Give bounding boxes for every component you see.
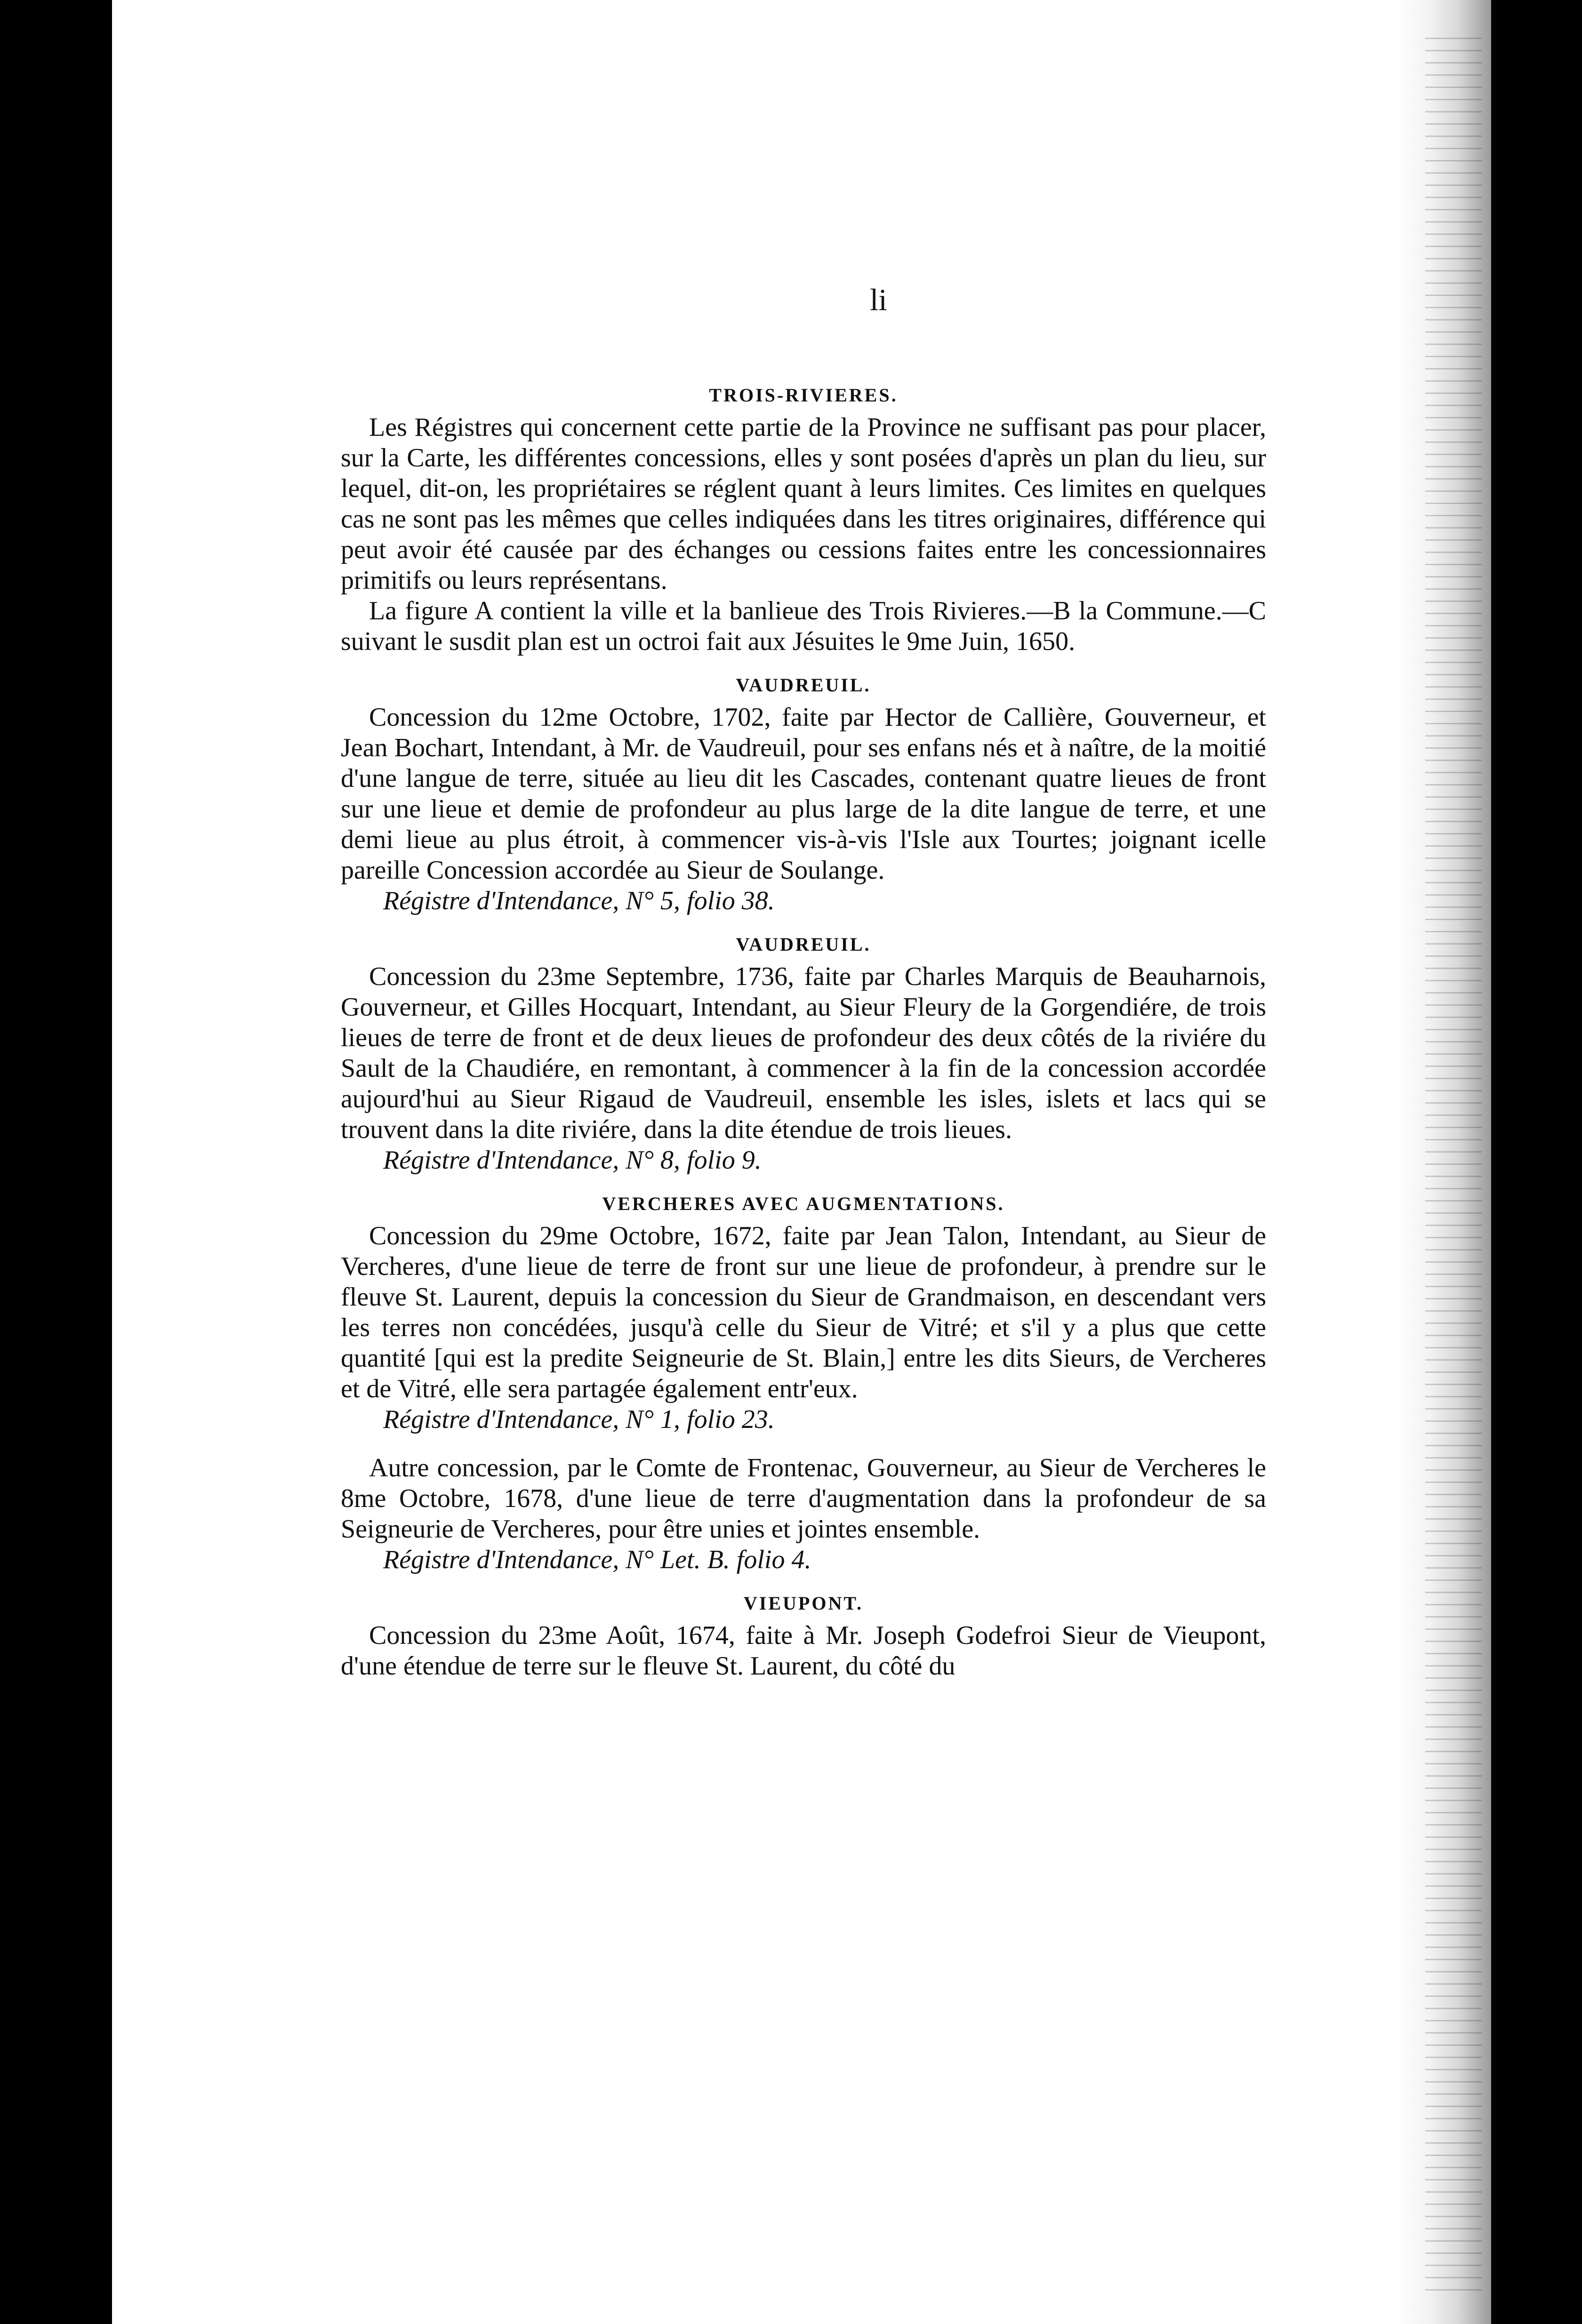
page-number: li (870, 283, 887, 317)
register-reference: Régistre d'Intendance, N° 1, folio 23. (383, 1405, 775, 1434)
register-reference: Régistre d'Intendance, N° 8, folio 9. (383, 1146, 762, 1175)
section-heading: VERCHERES AVEC AUGMENTATIONS. (602, 1193, 1005, 1214)
paragraph: Autre concession, par le Comte de Frontenac, Gouverneur, au Sieur de Vercheres le 8me Octobre, 1678, d'une lieue de terre d'augmentation dans la profondeur de sa Seigneurie de Vercheres, pour être unies et jointes ensemble. (341, 1453, 1266, 1544)
binding-marks (1425, 38, 1482, 2297)
paragraph: Concession du 23me Septembre, 1736, faite par Charles Marquis de Beauharnois, Gouverneur, et Gilles Hocquart, Intendant, au Sieur Fleury de la Gorgendiére, de trois lieues de terre de front et de deux lieues de profondeur des deux côtés de la riviére du Sault de la Chaudiére, en remontant, à commencer à la fin de la concession accordée aujourd'hui au Sieur Rigaud de Vaudreuil, ensemble les isles, islets et lacs qui se trouvent dans la dite riviére, dans la dite étendue de trois lieues. (341, 962, 1266, 1144)
register-reference: Régistre d'Intendance, N° Let. B. folio 4. (383, 1545, 811, 1574)
paragraph: Les Régistres qui concernent cette partie de la Province ne suffisant pas pour placer, sur la Carte, les différentes concessions, elles y sont posées d'après un plan du lieu, sur lequel, dit-on, les propriétaires se réglent quant à leurs limites. Ces limites en quelques cas ne sont pas les mêmes que celles indiquées dans les titres originaires, différence qui peut avoir été causée par des échanges ou cessions faites entre les concessionnaires primitifs ou leurs représentans. (341, 413, 1266, 595)
paragraph: Concession du 29me Octobre, 1672, faite par Jean Talon, Intendant, au Sieur de Vercheres, d'une lieue de terre de front sur une lieue de profondeur, à prendre sur le fleuve St. Laurent, depuis la concession du Sieur de Grandmaison, en descendant vers les terres non concédées, jusqu'à celle du Sieur de Vitré; et s'il y a plus que cette quantité [qui est la predite Seigneurie de St. Blain,] entre les dits Sieurs, de Vercheres et de Vitré, elle sera partagée également entr'eux. (341, 1221, 1266, 1403)
paragraph: Concession du 12me Octobre, 1702, faite par Hector de Callière, Gouverneur, et Jean Bochart, Intendant, à Mr. de Vaudreuil, pour ses enfans nés et à naître, de la moitié d'une langue de terre, située au lieu dit les Cascades, contenant quatre lieues de front sur une lieue et demie de profondeur au plus large de la dite langue de terre, et une demi lieue au plus étroit, à commencer vis-à-vis l'Isle aux Tourtes; joignant icelle pareille Concession accordée au Sieur de Soulange. (341, 703, 1266, 885)
page-content (341, 381, 1266, 1682)
section-heading: VAUDREUIL. (736, 934, 871, 955)
document-page (112, 0, 1491, 2324)
section-heading: VIEUPONT. (743, 1593, 864, 1614)
paragraph-gap (341, 1435, 1266, 1453)
register-reference: Régistre d'Intendance, N° 5, folio 38. (383, 886, 775, 915)
section-heading: TROIS-RIVIERES. (709, 385, 898, 406)
paragraph: Concession du 23me Août, 1674, faite à Mr. Joseph Godefroi Sieur de Vieupont, d'une étendue de terre sur le fleuve St. Laurent, du côté du (341, 1621, 1266, 1681)
page-binding-edge (1397, 0, 1491, 2324)
section-heading: VAUDREUIL. (736, 674, 871, 696)
paragraph: La figure A contient la ville et la banlieue des Trois Rivieres.—B la Commune.—C suivant le susdit plan est un octroi fait aux Jésuites le 9me Juin, 1650. (341, 596, 1266, 656)
